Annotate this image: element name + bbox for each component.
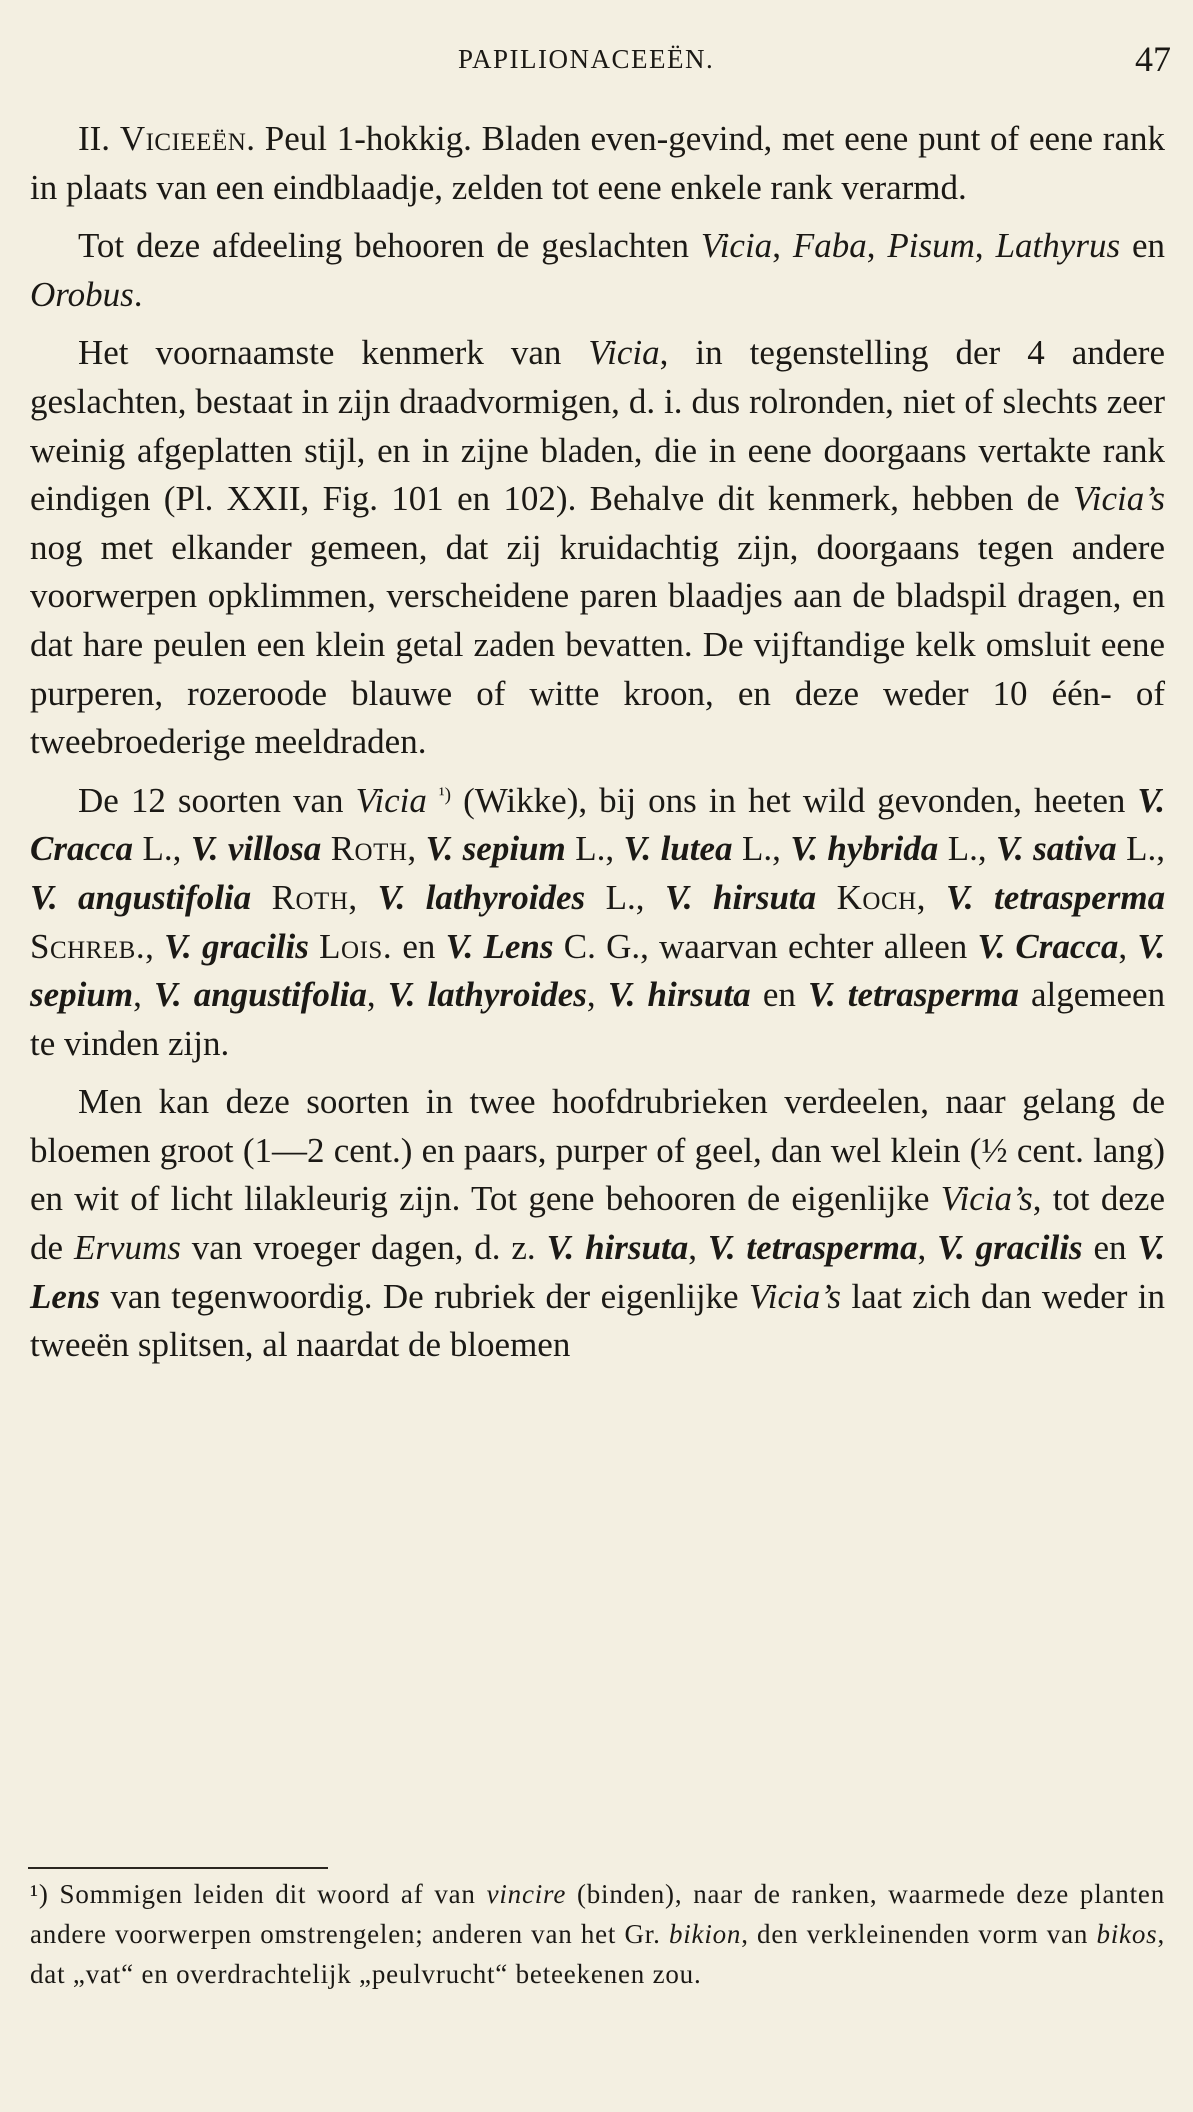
- text-run: L.,: [1116, 829, 1166, 869]
- text-run: laat zich dan weder in tweeën splitsen, al naardat de bloemen: [30, 1276, 1165, 1365]
- text-run: , tot deze de: [30, 1179, 1165, 1268]
- text-run: L.,: [732, 829, 791, 869]
- text-run-bi: V. Lens: [30, 1228, 1165, 1316]
- text-run: .: [133, 274, 143, 314]
- text-run-i: Faba: [792, 226, 867, 266]
- text-run: . Peul 1-hokkig. Bladen even-gevind, met eene punt of eene rank in plaats van een eindblaadje, zelden tot eene enkele rank verarmd.: [30, 119, 1165, 207]
- footnote: [30, 1874, 1165, 1994]
- text-run: II.: [78, 119, 120, 158]
- text-run: en: [750, 975, 809, 1015]
- text-run: C. G., waarvan echter alleen: [553, 926, 978, 966]
- text-run: en: [1082, 1228, 1138, 1268]
- text-run: en: [392, 926, 446, 966]
- text-run-bi: V. tetrasperma: [945, 877, 1166, 917]
- paragraph: [30, 115, 1165, 212]
- text-run: ,: [366, 975, 388, 1015]
- text-run-bi: V. angustifolia: [153, 975, 367, 1015]
- text-run: , dat „vat“ en overdrachtelijk „peulvrucht“ beteekenen zou.: [30, 1919, 1166, 1989]
- text-run-i: vincire: [486, 1879, 567, 1909]
- text-run: [427, 781, 439, 820]
- text-run: ,: [916, 877, 946, 917]
- text-run: L.,: [938, 829, 997, 869]
- text-run-bi: V. Lens: [445, 926, 554, 966]
- text-run-bi: V. villosa: [190, 829, 322, 869]
- text-run-sup: ¹): [438, 784, 452, 806]
- text-run: ,: [145, 926, 165, 966]
- text-run: [309, 927, 319, 966]
- text-run-bi: V. lathyroides: [377, 877, 586, 917]
- text-run: L.,: [133, 829, 191, 869]
- text-run-i: Vicia’s: [940, 1179, 1033, 1219]
- text-run: ,: [348, 877, 378, 917]
- text-run: ,: [772, 226, 793, 266]
- paragraph: [30, 777, 1165, 1069]
- text-run-i: Vicia’s: [1072, 479, 1165, 519]
- text-run-bi: V. sativa: [996, 829, 1117, 869]
- text-run-sc: Roth: [330, 829, 408, 869]
- body-text: [30, 115, 1165, 1370]
- text-run: Het voornaamste kenmerk van: [78, 333, 589, 373]
- text-run-bi: V. lathyroides: [387, 975, 587, 1015]
- text-run: en: [1120, 226, 1166, 266]
- text-run-bi: V. hybrida: [790, 829, 939, 869]
- text-run-bi: V. Cracca: [977, 926, 1119, 966]
- text-run-i: bikos: [1096, 1919, 1158, 1949]
- text-run-bi: V. hirsuta: [607, 975, 751, 1015]
- text-run: ,: [974, 226, 996, 266]
- text-run-bi: V. hirsuta: [664, 877, 817, 917]
- text-run-i: Pisum: [887, 226, 975, 266]
- text-run: L.,: [565, 829, 624, 869]
- footnotes: [30, 1874, 1165, 1994]
- text-run-sc: Roth: [271, 877, 349, 917]
- text-run-bi: V. sepium: [30, 926, 1166, 1015]
- text-run-i: Vicia: [588, 333, 660, 373]
- footnote-divider: [28, 1867, 328, 1869]
- text-run-bi: V. Cracca: [30, 780, 1165, 869]
- text-run: ,: [866, 226, 888, 266]
- text-run: [321, 829, 330, 868]
- text-run: ,: [1118, 926, 1138, 966]
- text-run-sc: Lois.: [319, 926, 393, 966]
- text-run-i: bikion: [668, 1919, 742, 1949]
- text-run-bi: V. gracilis: [937, 1228, 1083, 1268]
- page-number: 47: [1135, 39, 1171, 79]
- paragraph: [30, 1078, 1165, 1370]
- text-run: De 12 soorten van: [78, 780, 356, 820]
- text-run-i: Vicia: [700, 226, 773, 266]
- text-run-i: Orobus: [30, 274, 134, 314]
- text-run-i: Ervums: [73, 1228, 181, 1268]
- text-run-bi: V. tetrasperma: [707, 1228, 918, 1268]
- text-run-i: Vicia’s: [748, 1276, 842, 1316]
- text-run: van vroeger dagen, d. z.: [180, 1228, 547, 1268]
- text-run-bi: V. gracilis: [164, 926, 309, 966]
- text-run: ,: [407, 829, 426, 869]
- text-run: ¹) Sommigen leiden dit woord af van: [30, 1879, 487, 1909]
- text-run: algemeen te vinden zijn.: [30, 975, 1166, 1063]
- text-run: (binden), naar de ranken, waarmede deze planten andere voorwerpen omstrengelen; anderen van het Gr.: [30, 1879, 1165, 1949]
- text-run: (Wikke), bij ons in het wild gevonden, heeten: [451, 780, 1138, 820]
- text-run-bi: V. tetrasperma: [808, 975, 1019, 1015]
- text-run-i: Lathyrus: [995, 226, 1121, 266]
- text-run-bi: V. angustifolia: [30, 877, 252, 917]
- text-run: ,: [586, 975, 608, 1015]
- text-run: ,: [688, 1228, 708, 1268]
- text-run: [816, 878, 836, 917]
- text-run-sc: Koch: [836, 877, 917, 917]
- text-run: Men kan deze soorten in twee hoofdrubrieken verdeelen, naar gelang de bloemen groot (1—2 cent.) en paars, purper of geel, dan wel klein (½ cent. lang) en wit of licht lilakleurig zijn. Tot gene behooren de eigenlijke: [30, 1082, 1165, 1219]
- paragraph: [30, 222, 1165, 319]
- text-run: nog met elkander gemeen, dat zij kruidachtig zijn, doorgaans tegen andere voorwerpen opklimmen, verscheidene paren blaadjes aan de bladspil dragen, en dat hare peulen een klein getal zaden bevatten. De vijftandige kelk omsluit eene purperen, rozeroode blauwe of witte kroon, en deze weder 10 één- of tweebroederige meeldraden.: [30, 527, 1165, 762]
- text-run-bi: V. sepium: [425, 829, 566, 869]
- text-run: ,: [917, 1228, 938, 1268]
- text-run: , in tegenstelling der 4 andere geslachten, bestaat in zijn draadvormigen, d. i. dus rolronden, niet of slechts zeer weinig afgeplatten stijl, en in zijne bladen, die in eene doorgaans vertakte rank eindigen (Pl. XXII, Fig. 101 en 102). Behalve dit kenmerk, hebben de: [30, 333, 1165, 519]
- text-run-bi: V. lutea: [623, 829, 733, 869]
- text-run-bi: V. hirsuta: [546, 1228, 689, 1268]
- running-head: PAPILIONACEEËN.: [458, 44, 715, 74]
- text-run: Tot deze afdeeling behooren de geslachten: [78, 226, 701, 266]
- paragraph: [30, 329, 1165, 766]
- text-run-i: Vicia: [355, 780, 427, 820]
- text-run: , den verkleinenden vorm van: [741, 1919, 1097, 1949]
- text-run-sc: Vicieeën: [119, 119, 247, 158]
- text-run-sc: Schreb.: [30, 926, 146, 966]
- text-run: [251, 878, 271, 917]
- page-header: [0, 38, 1193, 82]
- text-run: L.,: [585, 877, 665, 917]
- text-run: van tegenwoordig. De rubriek der eigenlijke: [100, 1276, 749, 1316]
- text-run: ,: [133, 975, 154, 1015]
